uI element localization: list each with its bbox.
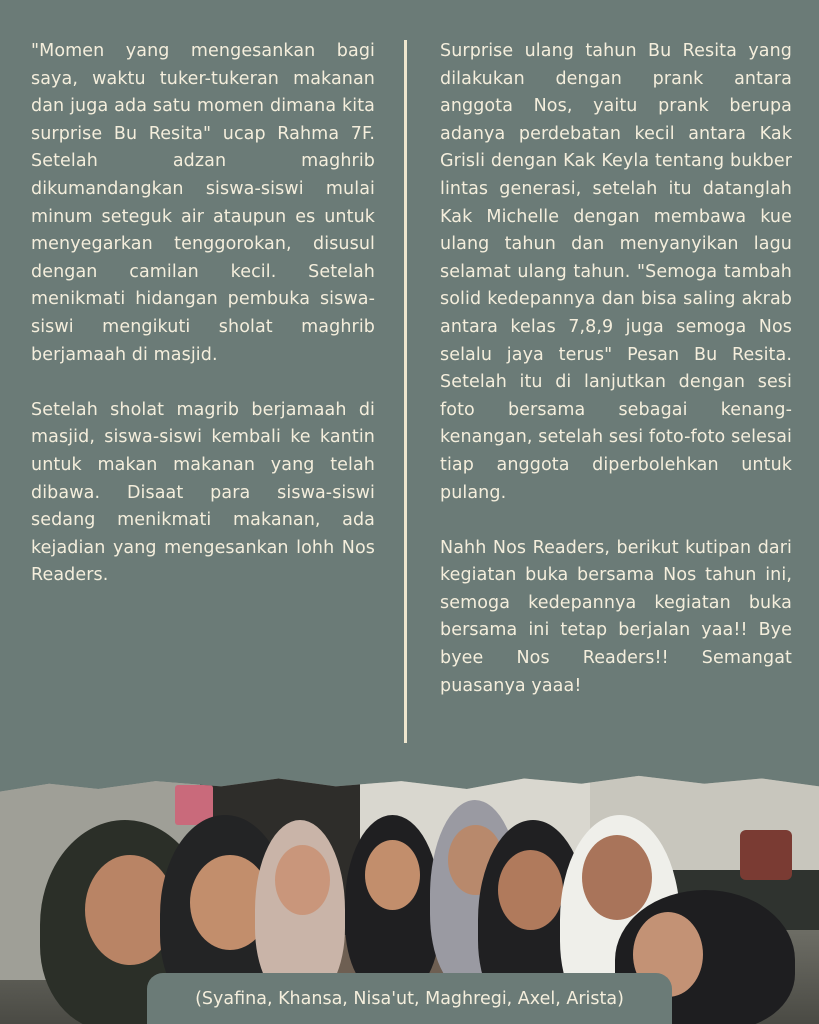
photo-face	[365, 840, 420, 910]
right-column	[440, 38, 792, 700]
right-paragraph-1: Surprise ulang tahun Bu Resita yang dilakukan dengan prank antara anggota Nos, yaitu prank berupa adanya perdebatan kecil antara Kak Grisli dengan Kak Keyla tentang bukber lintas generasi, setelah itu datanglah Kak Michelle dengan membawa kue ulang tahun dan menyanyikan lagu selamat ulang tahun. "Semoga tambah solid kedepannya dan bisa saling akrab antara kelas 7,8,9 juga semoga Nos selalu jaya terus" Pesan Bu Resita. Setelah itu di lanjutkan dengan sesi foto bersama sebagai kenang-kenangan, setelah sesi foto-foto selesai tiap anggota diperbolehkan untuk pulang.	[440, 41, 792, 503]
photo-caption: (Syafina, Khansa, Nisa'ut, Maghregi, Axel, Arista)	[147, 973, 672, 1024]
photo-rice-cooker	[740, 830, 792, 880]
right-paragraph-2: Nahh Nos Readers, berikut kutipan dari kegiatan buka bersama Nos tahun ini, semoga kedepannya kegiatan buka bersama ini tetap berjalan yaa!! Bye byee Nos Readers!! Semangat puasanya yaaa!	[440, 537, 792, 696]
photo-face	[498, 850, 563, 930]
photo-person	[345, 815, 440, 995]
photo-face	[582, 835, 652, 920]
left-paragraph-1: "Momen yang mengesankan bagi saya, waktu tuker-tukeran makanan dan juga ada satu momen dimana kita surprise Bu Resita" ucap Rahma 7F. Setelah adzan maghrib dikumandangkan siswa-siswi mulai minum seteguk air ataupun es untuk menyegarkan tenggorokan, disusul dengan camilan kecil. Setelah menikmati hidangan pembuka siswa-siswi mengikuti sholat maghrib berjamaah di masjid.	[31, 41, 375, 365]
photo-face	[275, 845, 330, 915]
column-divider	[404, 40, 407, 743]
left-paragraph-2: Setelah sholat magrib berjamaah di masjid, siswa-siswi kembali ke kantin untuk makan makanan yang telah dibawa. Disaat para siswa-siswi sedang menikmati makanan, ada kejadian yang mengesankan lohh Nos Readers.	[31, 399, 375, 586]
left-column	[31, 38, 375, 590]
